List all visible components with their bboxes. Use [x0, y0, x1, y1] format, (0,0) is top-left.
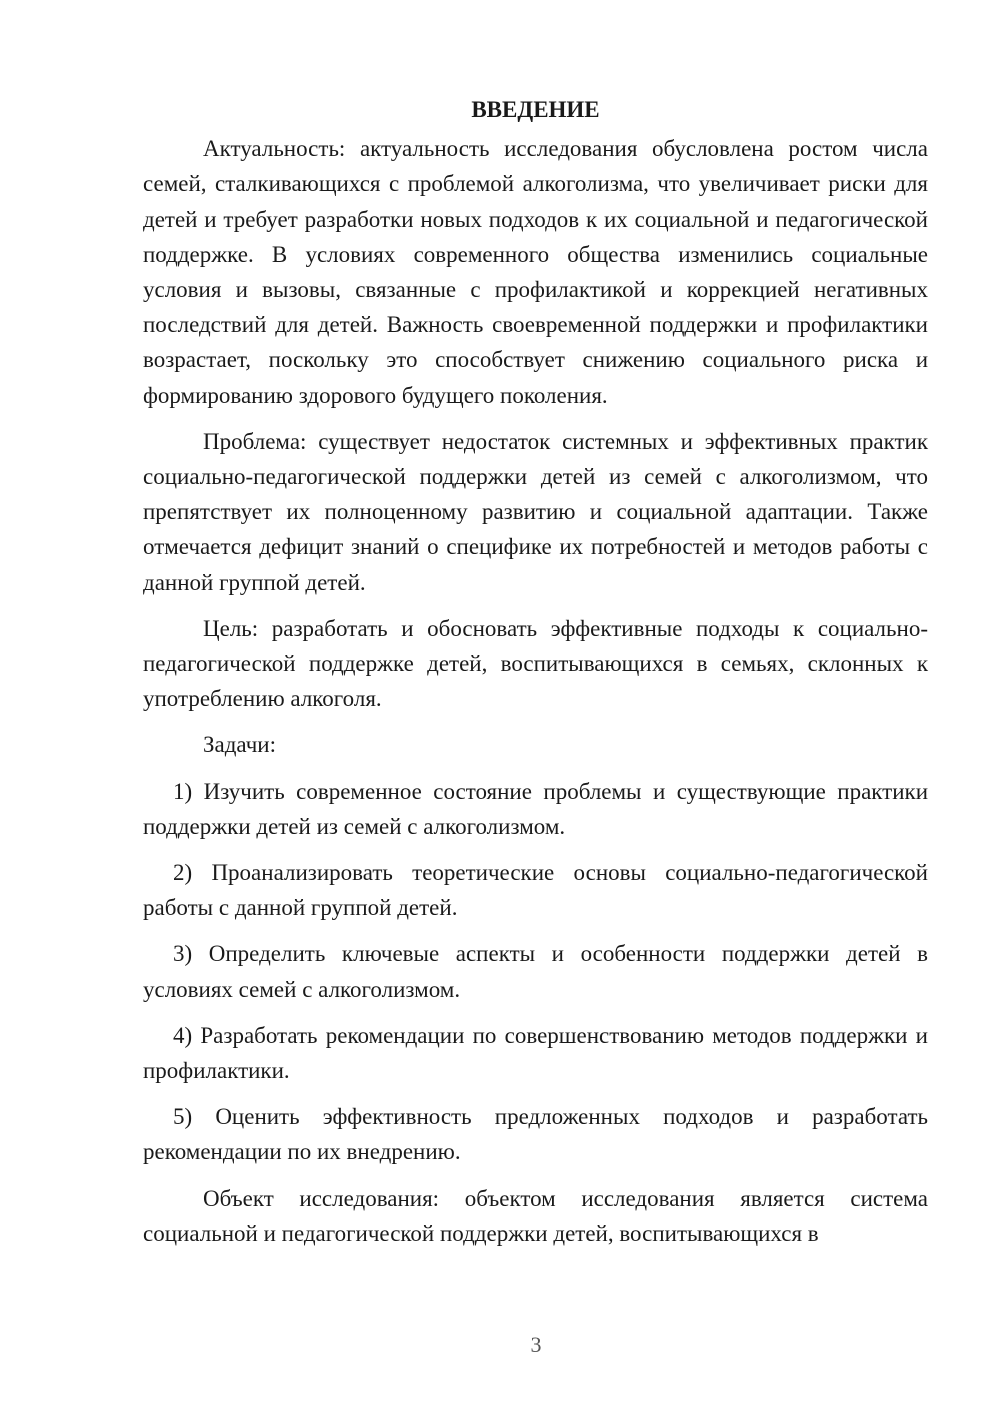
- task-item-5: 5) Оценить эффективность предложенных подходов и разработать рекомендации по их внедрению.: [143, 1104, 928, 1165]
- task-item-1: 1) Изучить современное состояние проблемы и существующие практики поддержки детей из семей с алкоголизмом.: [143, 778, 928, 839]
- paragraph-relevance: Актуальность: актуальность исследования обусловлена ростом числа семей, сталкивающихся с проблемой алкоголизма, что увеличивает риски для детей и требует разработки новых подходов к их социальной и педагогической поддержке. В условиях современного общества изменились социальные условия и вызовы, связанные с профилактикой и коррекцией негативных последствий для детей. Важность своевременной поддержки и профилактики возрастает, поскольку это способствует снижению социального риска и формированию здорового будущего поколения.: [143, 136, 928, 408]
- task-item-3: 3) Определить ключевые аспекты и особенности поддержки детей в условиях семей с алкоголизмом.: [143, 941, 928, 1002]
- page-number: 3: [530, 1332, 542, 1357]
- section-heading: ВВЕДЕНИЕ: [471, 97, 600, 122]
- tasks-label: Задачи:: [203, 732, 276, 758]
- paragraph-object: Объект исследования: объектом исследования является система социальной и педагогической поддержки детей, воспитывающихся в: [143, 1185, 928, 1246]
- page-content: [143, 92, 928, 1262]
- paragraph-problem: Проблема: существует недостаток системных и эффективных практик социально-педагогической поддержки детей из семей с алкоголизмом, что препятствует их полноценному развитию и социальной адаптации. Также отмечается дефицит знаний о специфике их потребностей и методов работы с данной группой детей.: [143, 428, 928, 595]
- task-item-2: 2) Проанализировать теоретические основы социально-педагогической работы с данной группой детей.: [143, 860, 928, 921]
- task-item-4: 4) Разработать рекомендации по совершенствованию методов поддержки и профилактики.: [143, 1022, 928, 1084]
- paragraph-goal: Цель: разработать и обосновать эффективные подходы к социально-педагогической поддержке детей, воспитывающихся в семьях, склонных к употреблению алкоголя.: [143, 615, 928, 712]
